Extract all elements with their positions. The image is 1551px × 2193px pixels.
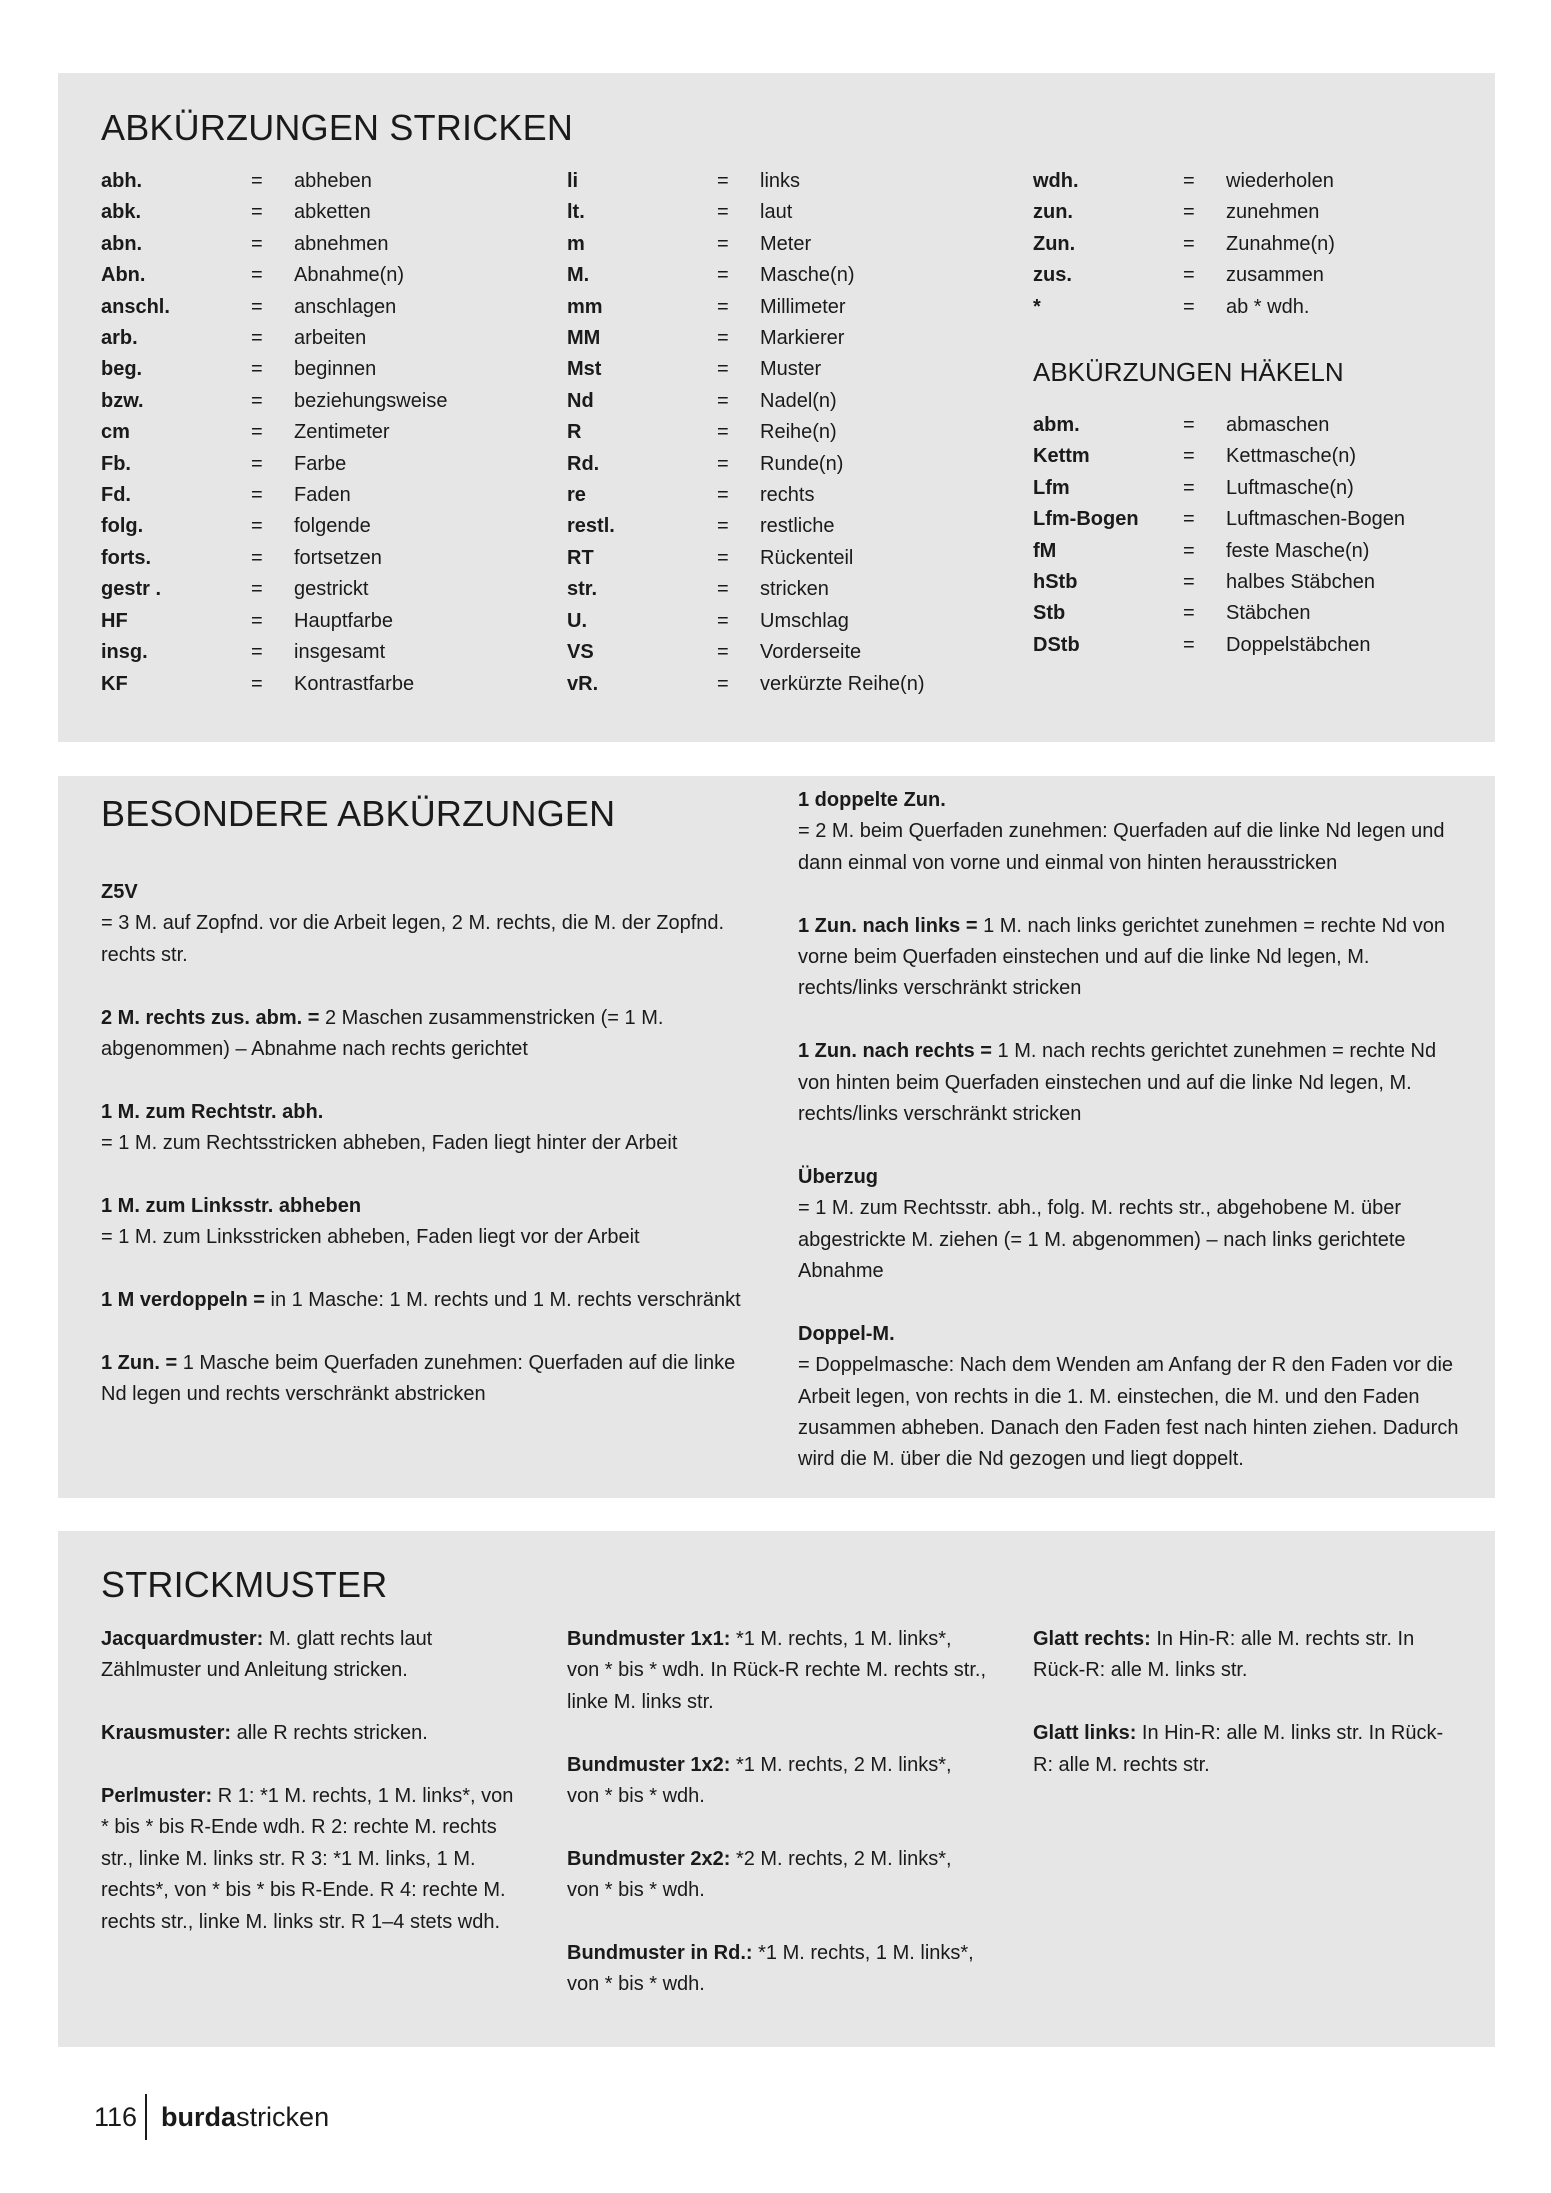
equals-sign: = — [1183, 633, 1195, 656]
definition-paragraph — [567, 1844, 987, 1907]
abbreviation-term: Fd. — [101, 484, 131, 507]
knit-column-1 — [101, 166, 447, 700]
abbreviation-meaning: insgesamt — [294, 641, 386, 664]
equals-sign: = — [717, 609, 729, 632]
equals-sign: = — [251, 452, 263, 475]
abbreviation-row — [1033, 197, 1335, 228]
abbreviation-meaning: arbeiten — [294, 327, 367, 350]
definition-paragraph — [567, 1624, 987, 1718]
abbreviation-meaning: Muster — [760, 358, 822, 381]
abbreviation-meaning: stricken — [760, 578, 829, 601]
equals-sign: = — [717, 327, 729, 350]
abbreviation-row — [567, 166, 925, 197]
abbreviation-meaning: Hauptfarbe — [294, 609, 393, 632]
abbreviation-meaning: Masche(n) — [760, 264, 855, 287]
abbreviation-meaning: wiederholen — [1226, 170, 1334, 192]
abbreviation-row — [101, 637, 447, 668]
abbreviation-row — [567, 606, 925, 637]
equals-sign: = — [251, 515, 263, 538]
knit-table-2 — [567, 166, 925, 700]
equals-sign: = — [717, 641, 729, 664]
abbreviation-term: wdh. — [1033, 170, 1079, 192]
abbreviation-term: Abn. — [101, 264, 146, 287]
abbreviation-meaning: abmaschen — [1226, 414, 1330, 437]
abbreviation-term: DStb — [1033, 633, 1080, 656]
equals-sign: = — [251, 578, 263, 601]
abbreviation-term: Mst — [567, 358, 602, 381]
abbreviation-row — [567, 386, 925, 417]
equals-sign: = — [717, 295, 729, 318]
equals-sign: = — [251, 641, 263, 664]
footer-divider — [145, 2094, 147, 2140]
abbreviation-meaning: zunehmen — [1226, 201, 1320, 224]
abbreviation-term: bzw. — [101, 389, 144, 412]
definition-paragraph — [798, 785, 1466, 879]
abbreviation-meaning: Zentimeter — [294, 421, 390, 444]
abbreviation-row — [1033, 229, 1335, 260]
abbreviation-term: MM — [567, 327, 601, 350]
equals-sign: = — [717, 358, 729, 381]
definition-paragraph — [567, 1938, 987, 2001]
abbreviation-term: VS — [567, 641, 594, 664]
abbreviation-row — [567, 669, 925, 700]
abbreviation-row — [101, 166, 447, 197]
abbreviation-term: li — [567, 170, 579, 192]
abbreviation-meaning: Zunahme(n) — [1226, 232, 1335, 255]
abbreviation-row — [101, 323, 447, 354]
definition-text: = 1 M. zum Linksstricken abheben, Faden liegt vor der Arbeit — [101, 1226, 640, 1249]
abbreviation-term: KF — [101, 672, 128, 695]
equals-sign: = — [717, 170, 729, 192]
equals-sign: = — [251, 358, 263, 381]
definition-term: Glatt links: — [1033, 1722, 1137, 1745]
abbreviation-meaning: beginnen — [294, 358, 377, 381]
abbreviation-meaning: Umschlag — [760, 609, 849, 632]
abbreviation-meaning: anschlagen — [294, 295, 397, 318]
definition-paragraph — [101, 1191, 741, 1254]
definition-text: 1 M. nach links gerichtet zunehmen = rechte Nd von vorne beim Querfaden einstechen und auf die linke Nd legen, M. rechts/links verschränkt stricken — [798, 914, 1445, 1000]
abbreviation-row — [101, 606, 447, 637]
special-abbreviations-title: BESONDERE ABKÜRZUNGEN — [101, 793, 616, 834]
abbreviation-meaning: Stäbchen — [1226, 602, 1311, 625]
equals-sign: = — [717, 264, 729, 287]
abbreviation-meaning: laut — [760, 201, 793, 224]
abbreviation-row — [567, 417, 925, 448]
definition-term: Bundmuster 1x2: — [567, 1753, 731, 1776]
equals-sign: = — [251, 672, 263, 695]
special-right-column — [798, 785, 1466, 1507]
knitting-patterns-section — [58, 1531, 1495, 2047]
abbreviation-row — [1033, 166, 1335, 197]
abbreviation-meaning: Kettmasche(n) — [1226, 445, 1357, 468]
abbreviation-term: Nd — [567, 389, 594, 412]
equals-sign: = — [1183, 539, 1195, 562]
definition-paragraph — [798, 1162, 1466, 1288]
abbreviation-meaning: Rückenteil — [760, 546, 854, 569]
definition-term: Jacquardmuster: — [101, 1628, 264, 1650]
equals-sign: = — [717, 232, 729, 255]
abbreviation-row — [101, 449, 447, 480]
abbreviation-term: m — [567, 232, 585, 255]
abbreviation-meaning: folgende — [294, 515, 371, 538]
abbreviation-row — [101, 669, 447, 700]
abbreviation-term: hStb — [1033, 571, 1078, 594]
abbreviation-term: cm — [101, 421, 130, 444]
equals-sign: = — [1183, 476, 1195, 499]
definition-text: = 2 M. beim Querfaden zunehmen: Querfaden auf die linke Nd legen und dann einmal von vorne und einmal von hinten herausstricken — [798, 820, 1445, 874]
abbreviation-row — [567, 292, 925, 323]
definition-paragraph — [101, 1781, 526, 1938]
definition-term: 1 M. zum Linksstr. abheben — [101, 1195, 362, 1218]
special-left-column — [101, 877, 741, 1442]
page-number: 116 — [94, 2101, 138, 2132]
abbreviation-row — [101, 197, 447, 228]
abbreviation-term: Rd. — [567, 452, 600, 475]
definition-term: Krausmuster: — [101, 1722, 232, 1745]
equals-sign: = — [251, 389, 263, 412]
definition-term: Perlmuster: — [101, 1785, 213, 1807]
abbreviation-term: anschl. — [101, 295, 170, 318]
abbreviation-meaning: Abnahme(n) — [294, 264, 405, 287]
abbreviation-term: fM — [1033, 539, 1057, 562]
definition-paragraph — [567, 1750, 987, 1813]
definition-term: Bundmuster 2x2: — [567, 1847, 731, 1870]
abbreviation-meaning: abheben — [294, 170, 372, 192]
abbreviation-row — [567, 229, 925, 260]
abbreviation-term: re — [567, 484, 586, 507]
definition-term: Überzug — [798, 1165, 878, 1188]
definition-term: Z5V — [101, 881, 138, 903]
equals-sign: = — [1183, 232, 1195, 255]
abbreviation-term: abh. — [101, 170, 143, 192]
patterns-column-2 — [567, 1624, 987, 2032]
equals-sign: = — [717, 515, 729, 538]
abbreviation-meaning: Luftmaschen-Bogen — [1226, 508, 1406, 531]
equals-sign: = — [1183, 414, 1195, 437]
definition-paragraph — [101, 1624, 526, 1687]
definition-term: 1 doppelte Zun. — [798, 789, 946, 811]
definition-text: = 1 M. zum Rechtsstricken abheben, Faden liegt hinter der Arbeit — [101, 1132, 678, 1155]
abbreviation-term: forts. — [101, 546, 151, 569]
abbreviation-term: arb. — [101, 327, 138, 350]
abbreviation-meaning: feste Masche(n) — [1226, 539, 1370, 562]
knitting-patterns-title: STRICKMUSTER — [101, 1564, 388, 1605]
definition-term: 1 Zun. nach rechts = — [798, 1040, 992, 1063]
abbreviation-term: mm — [567, 295, 603, 318]
abbreviation-meaning: Luftmasche(n) — [1226, 476, 1354, 499]
equals-sign: = — [1183, 571, 1195, 594]
definition-text: *1 M. rechts, 1 M. links*, von * bis * wdh. — [567, 1942, 974, 1996]
knit-column-2 — [567, 166, 925, 700]
equals-sign: = — [717, 672, 729, 695]
definition-text: in 1 Masche: 1 M. rechts und 1 M. rechts verschränkt — [270, 1289, 741, 1312]
equals-sign: = — [251, 546, 263, 569]
abbreviation-row — [567, 511, 925, 542]
abbreviation-row — [1033, 504, 1405, 535]
knitting-abbreviations-section — [58, 73, 1495, 742]
abbreviation-meaning: rechts — [760, 484, 815, 507]
abbreviation-row — [101, 229, 447, 260]
abbreviation-term: Zun. — [1033, 232, 1076, 255]
abbreviation-meaning: Nadel(n) — [760, 389, 837, 412]
definition-paragraph — [1033, 1718, 1453, 1781]
abbreviation-row — [567, 197, 925, 228]
equals-sign: = — [251, 232, 263, 255]
abbreviation-term: Fb. — [101, 452, 131, 475]
abbreviation-meaning: Kontrastfarbe — [294, 672, 415, 695]
abbreviation-row — [101, 292, 447, 323]
equals-sign: = — [251, 484, 263, 507]
abbreviation-meaning: abketten — [294, 201, 371, 224]
definition-text: 1 Masche beim Querfaden zunehmen: Querfaden auf die linke Nd legen und rechts verschränkt abstricken — [101, 1352, 736, 1406]
definition-paragraph — [101, 877, 741, 971]
abbreviation-row — [101, 480, 447, 511]
equals-sign: = — [251, 327, 263, 350]
definition-text: *1 M. rechts, 2 M. links*, von * bis * wdh. — [567, 1753, 952, 1808]
special-abbreviations-section — [58, 776, 1495, 1498]
abbreviation-meaning: gestrickt — [294, 578, 369, 601]
definition-term: Bundmuster in Rd.: — [567, 1942, 753, 1965]
definition-text: *1 M. rechts, 1 M. links*, von * bis * wdh. In Rück-R rechte M. rechts str., linke M. links str. — [567, 1628, 987, 1713]
abbreviation-meaning: verkürzte Reihe(n) — [760, 672, 925, 695]
abbreviation-term: HF — [101, 609, 128, 632]
abbreviation-meaning: ab * wdh. — [1226, 295, 1310, 318]
page-footer — [94, 2094, 329, 2140]
knit-table-3 — [1033, 166, 1335, 323]
abbreviation-meaning: halbes Stäbchen — [1226, 571, 1376, 594]
abbreviation-term: abm. — [1033, 414, 1080, 437]
brand-logo — [161, 2102, 329, 2133]
definition-text: 1 M. nach rechts gerichtet zunehmen = rechte Nd von hinten beim Querfaden einstechen und auf die linke Nd legen, M. rechts/links verschränkt stricken — [798, 1040, 1437, 1126]
abbreviation-term: Lfm-Bogen — [1033, 508, 1139, 531]
abbreviation-row — [101, 386, 447, 417]
definition-term: 1 Zun. nach links = — [798, 914, 978, 937]
abbreviation-row — [101, 574, 447, 605]
crochet-abbreviations-title: ABKÜRZUNGEN HÄKELN — [1033, 357, 1344, 388]
abbreviation-meaning: Runde(n) — [760, 452, 844, 475]
abbreviation-term: abk. — [101, 201, 142, 224]
crochet-table — [1033, 410, 1405, 661]
abbreviation-row — [567, 323, 925, 354]
equals-sign: = — [717, 452, 729, 475]
abbreviation-term: Kettm — [1033, 445, 1090, 468]
abbreviation-row — [101, 260, 447, 291]
equals-sign: = — [1183, 508, 1195, 531]
abbreviation-row — [101, 417, 447, 448]
equals-sign: = — [251, 170, 263, 192]
abbreviation-meaning: links — [760, 170, 801, 192]
abbreviation-meaning: Farbe — [294, 452, 347, 475]
definition-term: 2 M. rechts zus. abm. = — [101, 1006, 320, 1029]
abbreviation-row — [1033, 410, 1405, 441]
equals-sign: = — [717, 421, 729, 444]
abbreviation-term: U. — [567, 609, 587, 632]
abbreviation-term: insg. — [101, 641, 148, 664]
definition-text: = Doppelmasche: Nach dem Wenden am Anfang der R den Faden vor die Arbeit legen, von rechts in die 1. M. einstechen, die M. und den Faden zusammen abheben. Danach den Faden fest nach hinten ziehen. Dadurch wird die M. über die Nd gezogen und liegt doppelt. — [798, 1354, 1459, 1471]
abbreviation-row — [567, 574, 925, 605]
abbreviation-meaning: restliche — [760, 515, 835, 538]
equals-sign: = — [251, 609, 263, 632]
equals-sign: = — [251, 201, 263, 224]
definition-text: = 3 M. auf Zopfnd. vor die Arbeit legen, 2 M. rechts, die M. der Zopfnd. rechts str. — [101, 912, 725, 966]
definition-paragraph — [101, 1285, 741, 1316]
definition-text: *2 M. rechts, 2 M. links*, von * bis * wdh. — [567, 1847, 952, 1902]
abbreviation-row — [567, 449, 925, 480]
equals-sign: = — [1183, 295, 1195, 318]
abbreviation-term: R — [567, 421, 582, 444]
abbreviation-term: gestr . — [101, 578, 162, 601]
equals-sign: = — [251, 421, 263, 444]
definition-text: alle R rechts stricken. — [236, 1722, 428, 1745]
abbreviation-meaning: Vorderseite — [760, 641, 862, 664]
equals-sign: = — [717, 578, 729, 601]
definition-text: = 1 M. zum Rechtsstr. abh., folg. M. rechts str., abgehobene M. über abgestrickte M. ziehen (= 1 M. abgenommen) – nach links gerichtete Abnahme — [798, 1197, 1406, 1283]
knit-column-3 — [1033, 166, 1405, 661]
equals-sign: = — [1183, 201, 1195, 224]
equals-sign: = — [717, 546, 729, 569]
abbreviation-term: RT — [567, 546, 594, 569]
definition-paragraph — [101, 1718, 526, 1749]
abbreviation-term: str. — [567, 578, 598, 601]
abbreviation-meaning: zusammen — [1226, 264, 1324, 287]
equals-sign: = — [717, 201, 729, 224]
abbreviation-row — [1033, 260, 1335, 291]
definition-term: 1 Zun. = — [101, 1352, 178, 1375]
definition-paragraph — [798, 1319, 1466, 1476]
abbreviation-term: zun. — [1033, 201, 1073, 224]
definition-paragraph — [101, 1097, 741, 1160]
abbreviation-meaning: Meter — [760, 232, 812, 255]
abbreviation-row — [1033, 567, 1405, 598]
definition-text: 2 Maschen zusammenstricken (= 1 M. abgenommen) – Abnahme nach rechts gerichtet — [101, 1006, 664, 1061]
abbreviation-meaning: Reihe(n) — [760, 421, 837, 444]
abbreviation-meaning: beziehungsweise — [294, 389, 448, 412]
patterns-column-3 — [1033, 1624, 1453, 1812]
abbreviation-term: Stb — [1033, 602, 1066, 625]
abbreviation-row — [101, 543, 447, 574]
definition-paragraph — [798, 911, 1466, 1005]
abbreviation-row — [567, 480, 925, 511]
equals-sign: = — [1183, 170, 1195, 192]
patterns-column-1 — [101, 1624, 526, 1969]
abbreviation-term: abn. — [101, 232, 143, 255]
definition-paragraph — [101, 1003, 741, 1066]
definition-paragraph — [1033, 1624, 1453, 1687]
definition-term: Bundmuster 1x1: — [567, 1628, 731, 1650]
abbreviation-term: Lfm — [1033, 476, 1070, 499]
knit-table-1 — [101, 166, 447, 700]
brand-light: stricken — [236, 2101, 330, 2132]
abbreviation-meaning: abnehmen — [294, 232, 389, 255]
abbreviation-term: zus. — [1033, 264, 1072, 287]
abbreviation-term: folg. — [101, 515, 144, 538]
definition-term: Glatt rechts: — [1033, 1628, 1151, 1650]
definition-paragraph — [798, 1036, 1466, 1130]
abbreviation-meaning: Faden — [294, 484, 351, 507]
abbreviation-row — [1033, 473, 1405, 504]
abbreviation-meaning: Millimeter — [760, 295, 846, 318]
abbreviation-meaning: fortsetzen — [294, 546, 382, 569]
equals-sign: = — [1183, 602, 1195, 625]
abbreviation-row — [1033, 536, 1405, 567]
abbreviation-row — [1033, 630, 1405, 661]
definition-text: In Hin-R: alle M. rechts str. In Rück-R: alle M. links str. — [1033, 1628, 1415, 1682]
equals-sign: = — [1183, 264, 1195, 287]
definition-term: Doppel-M. — [798, 1322, 895, 1345]
abbreviation-meaning: Markierer — [760, 327, 845, 350]
abbreviation-term: vR. — [567, 672, 599, 695]
definition-term: 1 M verdoppeln = — [101, 1289, 265, 1312]
abbreviation-term: M. — [567, 264, 590, 287]
abbreviation-row — [567, 543, 925, 574]
abbreviation-row — [567, 637, 925, 668]
abbreviation-row — [1033, 598, 1405, 629]
equals-sign: = — [717, 484, 729, 507]
abbreviation-row — [101, 511, 447, 542]
abbreviation-row — [1033, 292, 1335, 323]
abbreviation-term: restl. — [567, 515, 615, 538]
abbreviation-term: beg. — [101, 358, 143, 381]
abbreviation-row — [101, 354, 447, 385]
abbreviation-meaning: Doppelstäbchen — [1226, 633, 1371, 656]
abbreviation-term: * — [1033, 295, 1041, 318]
knitting-abbreviations-title: ABKÜRZUNGEN STRICKEN — [101, 107, 574, 148]
abbreviation-row — [567, 260, 925, 291]
abbreviation-term: lt. — [567, 201, 585, 224]
definition-text: M. glatt rechts laut Zählmuster und Anleitung stricken. — [101, 1628, 433, 1682]
definition-paragraph — [101, 1348, 741, 1411]
definition-text: R 1: *1 M. rechts, 1 M. links*, von * bis * bis R-Ende wdh. R 2: rechte M. rechts str., linke M. links str. R 3: *1 M. links, 1 M. rechts*, von * bis * bis R-Ende. R 4: rechte M. rechts str., linke M. links str. R 1–4 stets wdh. — [101, 1785, 514, 1933]
equals-sign: = — [717, 389, 729, 412]
definition-term: 1 M. zum Rechtstr. abh. — [101, 1100, 324, 1123]
definition-text: In Hin-R: alle M. links str. In Rück-R: alle M. rechts str. — [1033, 1722, 1444, 1776]
equals-sign: = — [1183, 445, 1195, 468]
brand-bold: burda — [161, 2101, 237, 2132]
abbreviation-row — [567, 354, 925, 385]
equals-sign: = — [251, 295, 263, 318]
equals-sign: = — [251, 264, 263, 287]
abbreviation-row — [1033, 441, 1405, 472]
